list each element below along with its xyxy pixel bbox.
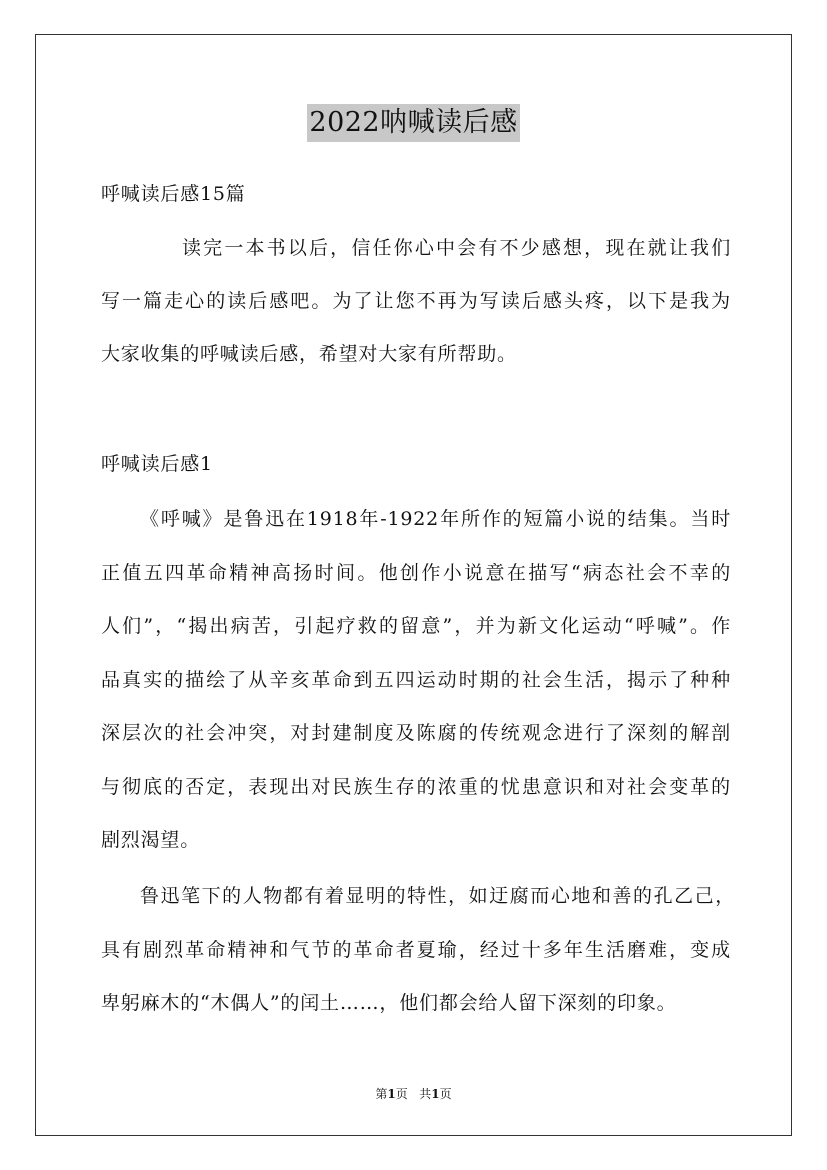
footer-total-prefix: 共 [419, 1087, 432, 1101]
paragraph-line: 品真实的描绘了从辛亥革命到五四运动时期的社会生活，揭示了种种 [101, 669, 731, 691]
footer-page-number: 1 [387, 1087, 396, 1101]
paragraph-line: 具有剧烈革命精神和气节的革命者夏瑜，经过十多年生活磨难，变成 [101, 939, 731, 961]
paragraph-line: 正值五四革命精神高扬时间。他创作小说意在描写“病态社会不幸的 [101, 562, 731, 584]
intro-line: 读完一本书以后，信任你心中会有不少感想，现在就让我们 [182, 237, 731, 259]
paragraph-line: 剧烈渴望。 [101, 829, 201, 851]
section-heading: 呼喊读后感1 [101, 453, 213, 475]
footer-total-number: 1 [431, 1087, 440, 1101]
intro-line: 大家收集的呼喊读后感，希望对大家有所帮助。 [101, 343, 517, 365]
paragraph-line: 深层次的社会冲突，对封建制度及陈腐的传统观念进行了深刻的解剖 [101, 722, 731, 744]
paragraph-line: 与彻底的否定，表现出对民族生存的浓重的忧患意识和对社会变革的 [101, 776, 731, 798]
paragraph-line: 卑躬麻木的“木偶人”的闰土……，他们都会给人留下深刻的印象。 [101, 992, 677, 1014]
paragraph-line: 人们”，“揭出病苦，引起疗救的留意”，并为新文化运动“呼喊”。作 [101, 615, 731, 637]
paragraph-line: 《呼喊》是鲁迅在1918年-1922年所作的短篇小说的结集。当时 [140, 508, 731, 530]
footer-page-prefix: 第 [375, 1087, 388, 1101]
subtitle: 呼喊读后感15篇 [101, 183, 246, 205]
footer-total-suffix: 页 [439, 1087, 452, 1101]
title-container [0, 104, 827, 142]
paragraph-line: 鲁迅笔下的人物都有着显明的特性，如迂腐而心地和善的孔乙己， [140, 885, 735, 907]
intro-line: 写一篇走心的读后感吧。为了让您不再为写读后感头疼，以下是我为 [101, 290, 731, 312]
page-footer [0, 1085, 827, 1102]
document-title: 2022呐喊读后感 [307, 104, 519, 142]
footer-page-suffix: 页 [395, 1087, 408, 1101]
